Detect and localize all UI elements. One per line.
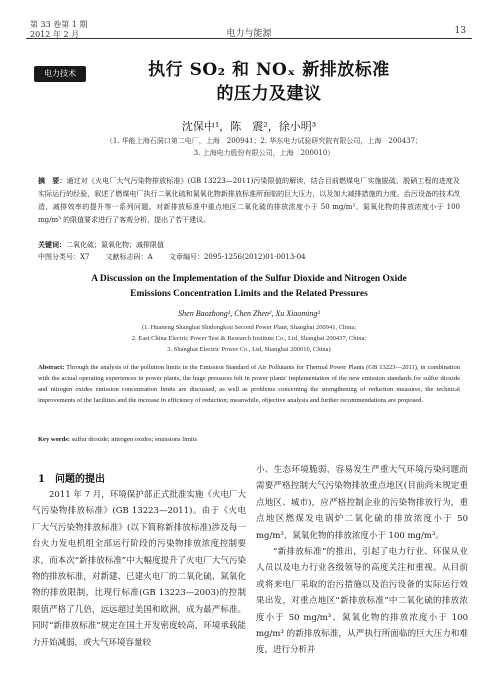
affiliation-line: （1. 华能上海石洞口第二电厂，上海 200941；2. 华东电力试验研究院有限公司，上海 200437；: [105, 137, 423, 145]
title-line-1: 执行 SO₂ 和 NOₓ 新排放标准: [148, 60, 390, 80]
body-column-left: 2011 年 7 月，环境保护部正式批准实施《火电厂大气污染物排放标准》(GB 13223—2011)。由于《火电厂大气污染物排放标准》(以下简称新排放标准)涉及每一台火力发电机组全部运行阶段的污染物排放浓度控制要求，而本次“新排放标准”中大幅度提升了火电厂大气污染物的排放标准，对新建、已建火电厂的二氧化硫、氮氧化物的排放限制，比现行标准(GB 13223—2003)的控制限值严格了几倍，远远超过美国和欧洲，成为最严标准。同时“新排放标准”规定在国土开发密度较高，环境承载能力开始减弱，或大气环境容量较: [32, 490, 246, 648]
journal-name: 电力与能源: [226, 29, 272, 39]
keywords-en: [38, 436, 197, 443]
affiliations-zh: [70, 135, 458, 159]
title-en-line-2: Emissions Concentration Limits and the Related Pressures: [130, 289, 368, 299]
affiliation-en-line: 2. East China Electric Power Test & Research Institute Co., Ltd, Shanghai 200437, China;: [131, 335, 367, 342]
abstract-en-text: Through the analysis of the pollution limits in the Emission Standard of Air Pollutants for Thermal Power Plants (GB 13223—2011), in combination with the actual operating experiences in power plants, the huge pressures felt in power plants' implementation of the new emission standards for sulfur dioxide and nitrogen oxides emission concentration limits are discussed, as well as problems concerning the strengthening of reduction measures, the technical improvements of the facilities and the increase in efficiency of reduction; meanwhile, objective analysis and further recommendations are proposed.: [38, 364, 460, 404]
body-column-right: [256, 462, 468, 659]
authors-en: Shen Baozhong¹, Chen Zhen², Xu Xiaoming³: [178, 309, 320, 318]
page-number: 13: [454, 26, 466, 36]
title-en-line-1: A Discussion on the Implementation of the Sulfur Dioxide and Nitrogen Oxide: [91, 274, 407, 284]
affiliation-en-line: 3. Shanghai Electric Power Co., Ltd, Shanghai 200010, China): [167, 346, 331, 353]
body-paragraph: “新排放标准”的推出，引起了电力行业、环保从业人员以及电力行业各级领导的高度关注和重视。从目前或将来电厂采取的治污措施以及治污设备的实际运行效果出发，对重点地区“新排放标准”中二氧化硫的排放浓度小于 50 mg/m³、氮氧化物的排放浓度小于 100 mg/m³ 的新排放标准，从严执行所面临的巨大压力和难度，进行分析并: [256, 547, 468, 656]
paper-title: [80, 58, 458, 106]
issue-date: 2012 年 2 月: [30, 30, 80, 39]
keywords-en-label: Key words:: [38, 436, 70, 443]
classification-meta: [38, 252, 460, 262]
title-line-2: 的压力及建议: [216, 84, 322, 104]
abstract-zh: [38, 174, 460, 227]
abstract-en: [38, 362, 460, 406]
clc-number: 中图分类号：X7: [38, 253, 90, 261]
authors-zh: 沈保中¹，陈 震²，徐小明³: [181, 120, 317, 133]
affiliation-line: 3. 上海电力股份有限公司，上海 200010）: [193, 149, 335, 157]
affiliation-en-line: (1. Huaneng Shanghai Shidongkou Second Power Plant, Shanghai 200941, China;: [141, 324, 357, 331]
abstract-en-label: Abstract:: [38, 364, 65, 371]
keywords-text: 二氧化硫；氮氧化物；减排限值: [66, 241, 164, 249]
keywords-label: 关键词：: [38, 240, 66, 249]
keywords-zh: [38, 240, 164, 250]
header-rule: [26, 38, 472, 39]
abstract-text: 通过对《火电厂大气污染物排放标准》(GB 13223—2011)污染限值的解读，结合目前燃煤电厂实施脱硫、脱硝工程的进度及实际运行的经验，叙述了燃煤电厂执行二氧化硫和氮氧化物新排放标准所面临的巨大压力，以及加大减排措施的力度、治污设备的技术改造、减排效率的提升等一系列问题。对新排放标准中重点地区二氧化硫的排放浓度小于 50 mg/m³、氮氧化物的排放浓度小于 100 mg/m³ 的限值要求进行了客观分析，提出了若干建议。: [38, 177, 460, 224]
document-code: 文献标志码：A: [105, 253, 153, 261]
keywords-en-text: sulfur dioxide; nitrogen oxides; emissions limits: [69, 436, 198, 443]
section-heading: 1 问题的提出: [38, 474, 105, 485]
affiliations-en: [60, 322, 438, 355]
article-number: 文章编号：2095-1256(2012)01-0013-04: [168, 253, 306, 261]
body-paragraph: 小、生态环境脆弱，容易发生严重大气环境污染问题而需要严格控制大气污染物排放重点地区(目前尚未规定重点地区、城市)，应严格控制企业的污染物排放行为，重点地区燃煤发电锅炉二氧化硫的排放浓度小于 50 mg/m³，氮氧化物的排放浓度小于 100 mg/m³。: [256, 465, 468, 541]
volume-label: 第 33 卷第 1 期: [30, 20, 88, 29]
abstract-label: 摘 要：: [38, 176, 67, 185]
section-tag: 电力技术: [34, 66, 86, 82]
paper-title-en: [36, 272, 462, 302]
